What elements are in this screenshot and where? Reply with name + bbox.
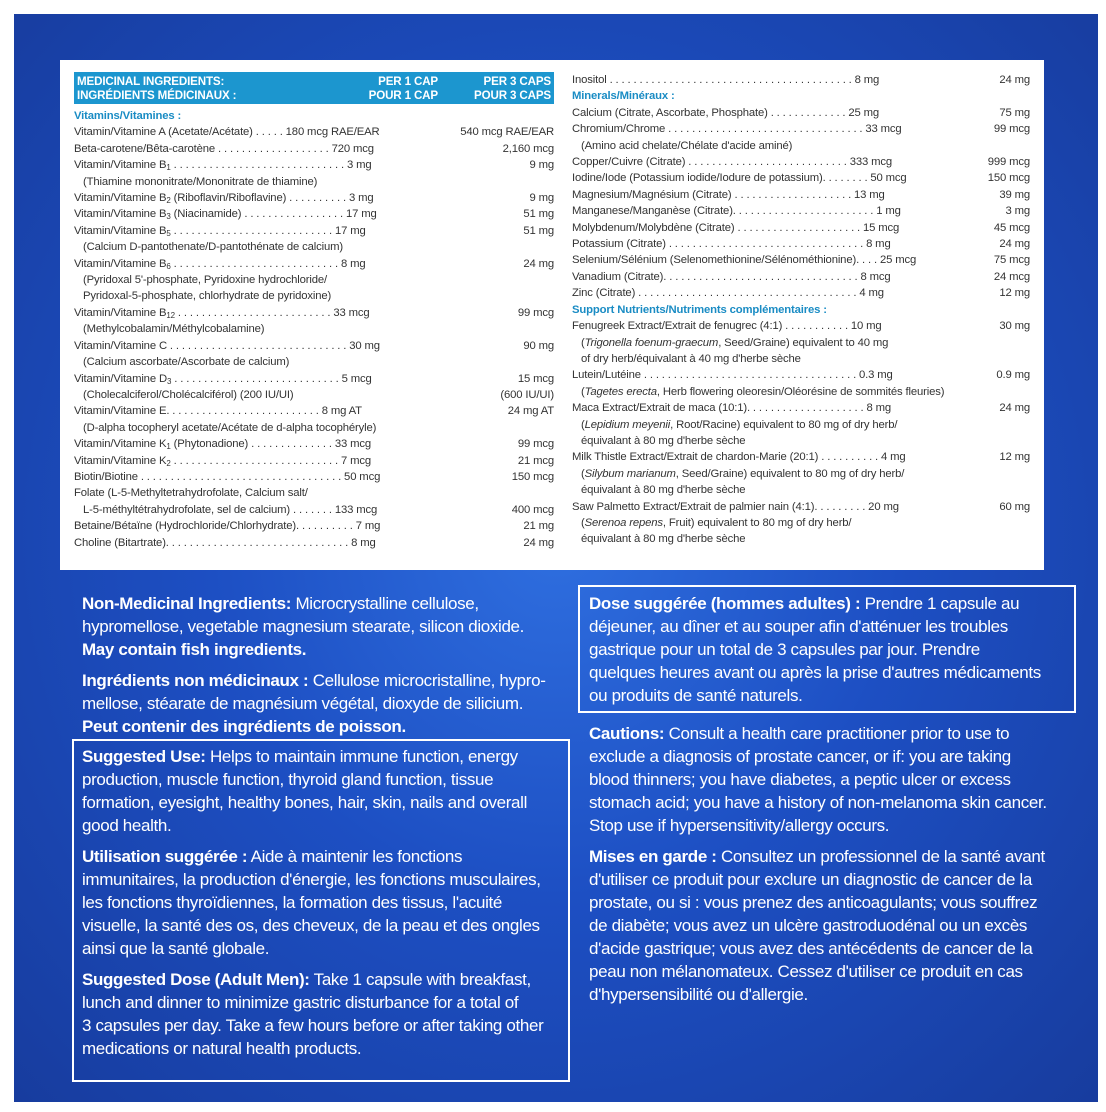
ingredient-text: [581, 335, 1030, 351]
ingredient-text: [581, 433, 1030, 449]
suggested-dose-en-line: medications or natural health products.: [82, 1039, 362, 1058]
amount-per-3-caps: 150 mcg: [511, 470, 554, 483]
amount-per-3-caps: 9 mg: [529, 159, 554, 172]
ingredient-text: [74, 206, 554, 222]
ingredient-paren: (: [581, 336, 585, 349]
ingredient-text: [572, 499, 1030, 515]
ingredient-amount: . . . . . . . . . . . . . . . . . . . . . . . . . . . . . 3 mg: [170, 159, 372, 172]
vitamin-subscript: 1: [166, 163, 171, 173]
mises-en-garde-line: peau non mélanomateux. Cessez d'utiliser ce produit en cas: [589, 962, 1023, 981]
ingredient-label: Potassium (Citrate) . . . . . . . . . . . . . . . . . . . . . . . . . . . . . . . . . 8 mg: [572, 238, 891, 251]
amount-per-3-caps: 9 mg: [529, 192, 554, 205]
ingredient-row: [572, 285, 1030, 301]
amount-per-3-caps: 24 mg: [999, 402, 1030, 415]
vitamin-subscript: 3: [166, 376, 172, 386]
section-heading: Support Nutrients/Nutriments complémentaires :: [572, 303, 827, 316]
mises-en-garde-line: d'utiliser ce produit pour exclure un diagnostic de cancer de la: [589, 870, 1032, 889]
dose-fr-line: Prendre 1 capsule au: [860, 594, 1020, 613]
ingredient-label: Selenium/Sélénium (Selenomethionine/Sélénométhionine). . . . 25 mcg: [572, 254, 917, 267]
suggested-use-fr-line: ainsi que la santé globale.: [82, 939, 270, 958]
ingredient-label: équivalant à 80 mg d'herbe sèche: [581, 533, 746, 546]
amount-per-3-caps: 15 mcg: [517, 372, 554, 385]
ingredient-detail: [74, 272, 554, 288]
ingredient-label: Saw Palmetto Extract/Extrait de palmier nain (4:1). . . . . . . . . 20 mg: [572, 500, 899, 513]
amount-per-3-caps: 21 mcg: [517, 454, 554, 467]
amount-per-3-caps: 99 mcg: [517, 306, 554, 319]
ingredient-detail: [74, 239, 554, 255]
ingredient-row: [74, 338, 554, 354]
suggested-use-en-line: formation, eyesight, healthy bones, hair, skin, nails and overall: [82, 793, 528, 812]
cautions-section: [589, 722, 1047, 1006]
botanical-name: Silybum marianum: [584, 467, 676, 480]
suggested-dose-en-line: Take 1 capsule with breakfast,: [309, 970, 531, 989]
ingredient-text: [83, 288, 554, 304]
ingredient-detail: [74, 387, 554, 403]
ingredient-text: [83, 502, 554, 518]
vitamin-subscript: 2: [166, 196, 171, 206]
ingredient-label: Inositol . . . . . . . . . . . . . . . . . . . . . . . . . . . . . . . . . . . . . . . . . 8 mg: [572, 74, 880, 86]
ingredient-rows-right: [572, 72, 1030, 548]
ingredient-detail: [74, 174, 554, 190]
ingredient-detail: [572, 531, 1030, 547]
cautions-line: exclude a diagnosis of prostate cancer, or if: you are taking: [589, 747, 1011, 766]
ingredient-text: [572, 203, 1030, 219]
non-medicinal-section: [82, 592, 546, 738]
dose-fr-title: Dose suggérée (hommes adultes) :: [589, 594, 861, 613]
ingredient-row: [572, 252, 1030, 268]
suggested-use-fr-line: les fonctions thyroïdiennes, la formation des tissus, l'acuité: [82, 893, 502, 912]
ingredient-label: Milk Thistle Extract/Extrait de chardon-Marie (20:1) . . . . . . . . . . 4 mg: [572, 451, 906, 464]
header-name-en: MEDICINAL INGREDIENTS:: [77, 75, 225, 88]
amount-per-3-caps: 2,160 mcg: [502, 142, 554, 155]
ingredient-label: (D-alpha tocopheryl acetate/Acétate de d-alpha tocophéryle): [83, 421, 377, 434]
ingredient-row: [572, 499, 1030, 515]
ingredient-text: [74, 436, 554, 452]
ingredient-text: [74, 157, 554, 173]
amount-per-3-caps: (600 IU/UI): [500, 388, 554, 401]
vitamin-subscript: 2: [166, 458, 171, 468]
non-medicinal-fr-line: Cellulose microcristalline, hypro-: [308, 671, 546, 690]
ingredient-amount: (Phytonadione) . . . . . . . . . . . . . . 33 mcg: [170, 438, 371, 451]
ingredient-label: Vitamin/Vitamine B: [74, 208, 167, 221]
ingredient-text: [74, 535, 554, 551]
ingredient-text: [83, 321, 554, 337]
ingredient-paren: (: [581, 385, 585, 398]
ingredient-text: [581, 417, 1030, 433]
ingredient-text: [572, 400, 1030, 416]
ingredient-text: [581, 531, 1030, 547]
ingredients-column-right: [572, 72, 1030, 548]
ingredient-detail: [572, 466, 1030, 482]
amount-per-3-caps: 90 mg: [523, 339, 554, 352]
amount-per-3-caps: 3 mg: [1005, 205, 1030, 218]
ingredient-amount: . . . . . . . . . . . . . . . . . . . . . . . . . . . 17 mg: [170, 224, 366, 237]
ingredient-row: [74, 206, 554, 222]
non-medicinal-fr-title: Ingrédients non médicinaux :: [82, 671, 309, 690]
amount-per-3-caps: 12 mg: [999, 451, 1030, 464]
mises-en-garde-line: de diabète; vous avez un ulcère gastroduodénal ou un excès: [589, 916, 1028, 935]
ingredient-text: [83, 354, 554, 370]
ingredient-text: [572, 285, 1030, 301]
dose-fr-line: ou produits de santé naturels.: [589, 686, 803, 705]
ingredient-label: , Seed/Graine) equivalent to 40 mg: [718, 336, 889, 349]
ingredient-label: Vitamin/Vitamine B: [74, 257, 167, 270]
amount-per-3-caps: 24 mg: [999, 74, 1030, 86]
suggested-use-fr-line: Aide à maintenir les fonctions: [247, 847, 463, 866]
ingredient-row: [572, 367, 1030, 383]
ingredient-amount: . . . . . . . . . . . . . . . . . . . . . . . . . . . . 8 mg: [170, 257, 366, 270]
ingredient-row: [572, 203, 1030, 219]
mises-en-garde-line: d'acide gastrique; vous avez des antécédents de cancer de la: [589, 939, 1033, 958]
ingredient-row: [572, 72, 1030, 88]
amount-per-3-caps: 24 mg: [999, 238, 1030, 251]
non-medicinal-en-title: Non-Medicinal Ingredients:: [82, 594, 292, 613]
ingredient-text: [581, 482, 1030, 498]
ingredient-text: [581, 466, 1030, 482]
amount-per-3-caps: 51 mg: [523, 224, 554, 237]
ingredient-text: [74, 469, 554, 485]
ingredient-row: [74, 371, 554, 387]
botanical-name: Lepidium meyenii: [584, 418, 671, 431]
ingredient-label: Vitamin/Vitamine B: [74, 159, 167, 172]
ingredient-label: , Herb flowering oleoresin/Oléorésine de sommités fleuries): [656, 385, 945, 398]
ingredients-column-left: [74, 72, 554, 551]
botanical-name: Trigonella foenum-graecum: [584, 336, 719, 349]
ingredient-label: Betaine/Bétaïne (Hydrochloride/Chlorhydrate). . . . . . . . . . 7 mg: [74, 520, 381, 533]
ingredient-label: Vitamin/Vitamine B: [74, 306, 167, 319]
ingredient-row: [572, 105, 1030, 121]
ingredient-detail: [74, 502, 554, 518]
suggested-use-fr-line: immunitaires, la production d'énergie, les fonctions musculaires,: [82, 870, 541, 889]
ingredient-row: [572, 220, 1030, 236]
suggested-dose-en-title: Suggested Dose (Adult Men):: [82, 970, 310, 989]
suggested-use-en-line: Helps to maintain immune function, energy: [205, 747, 518, 766]
amount-per-3-caps: 99 mcg: [517, 438, 554, 451]
header-name-fr: INGRÉDIENTS MÉDICINAUX :: [77, 89, 237, 102]
ingredient-text: [74, 371, 554, 387]
ingredient-label: L-5-méthyltétrahydrofolate, sel de calcium) . . . . . . . 133 mcg: [83, 503, 378, 516]
dose-fr-line: gastrique pour un total de 3 capsules par jour. Prendre: [589, 640, 980, 659]
ingredient-text: [74, 141, 554, 157]
ingredient-label: Biotin/Biotine . . . . . . . . . . . . . . . . . . . . . . . . . . . . . . . . . . 50 mcg: [74, 470, 381, 483]
ingredient-text: [572, 236, 1030, 252]
ingredient-label: Vanadium (Citrate). . . . . . . . . . . . . . . . . . . . . . . . . . . . . . . . . 8 mcg: [572, 270, 891, 283]
ingredient-row: [572, 170, 1030, 186]
ingredient-detail: [74, 288, 554, 304]
amount-per-3-caps: 75 mg: [999, 106, 1030, 119]
ingredient-detail: [74, 321, 554, 337]
ingredient-row: [572, 449, 1030, 465]
ingredient-row: [74, 453, 554, 469]
ingredient-row: [74, 535, 554, 551]
ingredient-text: [83, 272, 554, 288]
ingredient-text: [572, 449, 1030, 465]
ingredients-table-panel: [60, 60, 1044, 570]
ingredient-row: [74, 190, 554, 206]
ingredient-row: [74, 305, 554, 321]
ingredient-row: [74, 157, 554, 173]
ingredient-text: [581, 384, 1030, 400]
fish-warning-fr: Peut contenir des ingrédients de poisson.: [82, 717, 406, 736]
ingredient-paren: (: [581, 516, 585, 529]
ingredient-text: [74, 518, 554, 534]
ingredient-text: [572, 170, 1030, 186]
amount-per-3-caps: 24 mcg: [993, 270, 1030, 283]
section-heading: Vitamins/Vitamines :: [74, 110, 182, 122]
amount-per-3-caps: 150 mcg: [987, 172, 1030, 185]
suggested-use-fr-line: visuelle, la santé des os, des cheveux, de la peau et des ongles: [82, 916, 540, 935]
ingredient-label: Vitamin/Vitamine K: [74, 438, 167, 451]
cautions-title: Cautions:: [589, 724, 665, 743]
ingredient-amount: (Niacinamide) . . . . . . . . . . . . . . . . . 17 mg: [170, 208, 377, 221]
ingredient-text: [74, 305, 554, 321]
suggested-use-section: [82, 745, 543, 1060]
ingredient-text: [83, 239, 554, 255]
header-per1-fr: POUR 1 CAP: [368, 89, 438, 102]
ingredient-label: Fenugreek Extract/Extrait de fenugrec (4:1) . . . . . . . . . . . 10 mg: [572, 320, 882, 333]
ingredient-text: [74, 190, 554, 206]
ingredient-label: Maca Extract/Extrait de maca (10:1). . . . . . . . . . . . . . . . . . . . 8 mg: [572, 402, 891, 415]
ingredient-text: [572, 318, 1030, 334]
ingredient-text: [572, 367, 1030, 383]
ingredient-detail: [572, 138, 1030, 154]
dose-fr-line: déjeuner, au dîner et au souper afin d'atténuer les troubles: [589, 617, 1008, 636]
suggested-use-en-line: production, muscle function, thyroid gland function, tissue: [82, 770, 494, 789]
ingredient-row: [74, 518, 554, 534]
ingredient-detail: [572, 515, 1030, 531]
amount-per-3-caps: 30 mg: [999, 320, 1030, 333]
ingredient-label: (Calcium D-pantothenate/D-pantothénate de calcium): [83, 241, 344, 254]
ingredient-row: [572, 269, 1030, 285]
ingredient-row: [572, 121, 1030, 137]
section-heading: Minerals/Minéraux :: [572, 90, 675, 103]
non-medicinal-fr-line: mellose, stéarate de magnésium végétal, dioxyde de silicium.: [82, 694, 524, 713]
ingredient-text: [572, 220, 1030, 236]
ingredient-row: [572, 318, 1030, 334]
ingredient-label: (Amino acid chelate/Chélate d'acide aminé): [581, 139, 793, 152]
mises-en-garde-line: Consultez un professionnel de la santé avant: [716, 847, 1045, 866]
suggested-use-en-line: good health.: [82, 816, 172, 835]
ingredient-amount: . . . . . . . . . . . . . . . . . . . . . . . . . . . . 5 mcg: [171, 372, 372, 385]
ingredient-text: [83, 420, 554, 436]
ingredient-label: Molybdenum/Molybdène (Citrate) . . . . . . . . . . . . . . . . . . . . . 15 mcg: [572, 221, 900, 234]
cautions-line: blood thinners; you have diabetes, a peptic ulcer or excess: [589, 770, 1011, 789]
amount-per-3-caps: 60 mg: [999, 500, 1030, 513]
ingredient-row: [74, 256, 554, 272]
ingredient-label: équivalant à 80 mg d'herbe sèche: [581, 434, 746, 447]
ingredient-detail: [572, 384, 1030, 400]
amount-per-3-caps: 45 mcg: [993, 221, 1030, 234]
ingredient-detail: [572, 351, 1030, 367]
ingredient-label: Vitamin/Vitamine B: [74, 224, 167, 237]
ingredient-row: [572, 236, 1030, 252]
ingredient-text: [572, 269, 1030, 285]
ingredient-text: [74, 338, 554, 354]
mises-en-garde-line: prostate, ou si : vous prenez des anticoagulants; vous souffrez: [589, 893, 1038, 912]
ingredient-text: [74, 453, 554, 469]
dose-fr-line: quelques heures avant ou après la prise d'autres médicaments: [589, 663, 1041, 682]
ingredient-label: of dry herb/équivalant à 40 mg d'herbe sèche: [581, 352, 801, 365]
ingredient-label: Magnesium/Magnésium (Citrate) . . . . . . . . . . . . . . . . . . . . 13 mg: [572, 188, 885, 201]
ingredient-label: Chromium/Chrome . . . . . . . . . . . . . . . . . . . . . . . . . . . . . . . . . 33 mcg: [572, 123, 902, 136]
cautions-line: Stop use if hypersensitivity/allergy occurs.: [589, 816, 890, 835]
ingredient-label: , Root/Racine) equivalent to 80 mg of dry herb/: [670, 418, 898, 431]
ingredient-paren: (: [581, 418, 585, 431]
ingredient-label: Calcium (Citrate, Ascorbate, Phosphate) . . . . . . . . . . . . . 25 mg: [572, 106, 880, 119]
amount-per-3-caps: 39 mg: [999, 188, 1030, 201]
botanical-name: Serenoa repens: [584, 516, 663, 529]
ingredient-detail: [74, 354, 554, 370]
ingredient-text: [572, 154, 1030, 170]
amount-per-3-caps: 51 mg: [523, 208, 554, 221]
ingredient-row: [74, 469, 554, 485]
suggested-dose-en-line: lunch and dinner to minimize gastric disturbance for a total of: [82, 993, 519, 1012]
ingredient-row: [74, 403, 554, 419]
header-per1-en: PER 1 CAP: [378, 75, 438, 88]
ingredient-text: [83, 174, 554, 190]
ingredient-text: [572, 121, 1030, 137]
ingredient-text: [581, 515, 1030, 531]
ingredient-row: [572, 187, 1030, 203]
ingredient-text: [74, 403, 554, 419]
ingredient-label: (Pyridoxal 5'-phosphate, Pyridoxine hydrochloride/: [83, 274, 327, 287]
non-medicinal-en-line: Microcrystalline cellulose,: [291, 594, 479, 613]
amount-per-3-caps: 99 mcg: [993, 123, 1030, 136]
ingredient-row: [74, 124, 554, 140]
ingredient-row: [572, 400, 1030, 416]
amount-per-3-caps: 24 mg: [523, 257, 554, 270]
amount-per-3-caps: 24 mg: [523, 536, 554, 549]
table-header: [74, 72, 554, 104]
ingredient-label: Vitamin/Vitamine C . . . . . . . . . . . . . . . . . . . . . . . . . . . . . . 30 mg: [74, 339, 380, 352]
amount-per-3-caps: 75 mcg: [993, 254, 1030, 267]
ingredient-amount: . . . . . . . . . . . . . . . . . . . . . . . . . . . . 7 mcg: [170, 454, 372, 467]
vitamin-subscript: 12: [166, 310, 175, 320]
ingredient-label: Pyridoxal-5-phosphate, chlorhydrate de pyridoxine): [83, 290, 332, 303]
ingredient-label: (Methylcobalamin/Méthylcobalamine): [83, 323, 265, 336]
ingredient-detail: [572, 335, 1030, 351]
amount-per-3-caps: 540 mcg RAE/EAR: [460, 126, 554, 139]
vitamin-subscript: 6: [166, 261, 171, 271]
fish-warning-en: May contain fish ingredients.: [82, 640, 307, 659]
ingredient-amount: (Riboflavin/Riboflavine) . . . . . . . . . . 3 mg: [170, 192, 374, 205]
ingredient-label: Vitamin/Vitamine B: [74, 192, 167, 205]
mises-en-garde-line: d'hypersensibilité ou d'allergie.: [589, 985, 808, 1004]
suggested-use-en-title: Suggested Use:: [82, 747, 206, 766]
ingredient-row: [74, 141, 554, 157]
ingredient-text: [74, 256, 554, 272]
suggested-use-fr-title: Utilisation suggérée :: [82, 847, 248, 866]
ingredient-text: [572, 187, 1030, 203]
ingredient-paren: (: [581, 467, 585, 480]
ingredient-text: [572, 252, 1030, 268]
amount-per-3-caps: 12 mg: [999, 287, 1030, 300]
ingredient-label: Zinc (Citrate) . . . . . . . . . . . . . . . . . . . . . . . . . . . . . . . . . . . . . 4 mg: [572, 287, 884, 300]
ingredient-text: [74, 223, 554, 239]
ingredient-row: [572, 154, 1030, 170]
ingredient-detail: [572, 482, 1030, 498]
ingredient-amount: . . . . . . . . . . . . . . . . . . . . . . . . . . 33 mcg: [174, 306, 370, 319]
ingredient-detail: [74, 420, 554, 436]
ingredient-detail: [572, 417, 1030, 433]
ingredient-label: Choline (Bitartrate). . . . . . . . . . . . . . . . . . . . . . . . . . . . . . . 8 mg: [74, 536, 376, 549]
botanical-name: Tagetes erecta: [584, 385, 657, 398]
ingredient-label: Vitamin/Vitamine E. . . . . . . . . . . . . . . . . . . . . . . . . . 8 mg AT: [74, 405, 362, 418]
vitamin-subscript: 5: [166, 228, 171, 238]
ingredient-text: [83, 387, 554, 403]
ingredient-label: , Seed/Graine) equivalent to 80 mg of dry herb/: [675, 467, 905, 480]
amount-per-3-caps: 21 mg: [523, 520, 554, 533]
ingredient-label: Vitamin/Vitamine A (Acetate/Acétate) . . . . . 180 mcg RAE/EAR: [74, 126, 380, 139]
ingredient-label: Vitamin/Vitamine D: [74, 372, 167, 385]
amount-per-3-caps: 0.9 mg: [996, 369, 1030, 382]
ingredient-label: Lutein/Lutéine . . . . . . . . . . . . . . . . . . . . . . . . . . . . . . . . . . . . 0.3 mg: [572, 369, 893, 382]
ingredient-label: , Fruit) equivalent to 80 mg of dry herb/: [662, 516, 852, 529]
amount-per-3-caps: 999 mcg: [987, 156, 1030, 169]
ingredient-text: [74, 485, 554, 501]
vitamin-subscript: 3: [166, 212, 171, 222]
ingredient-text: [572, 72, 1030, 88]
ingredient-row: [74, 223, 554, 239]
non-medicinal-en-line: hypromellose, vegetable magnesium stearate, silicon dioxide.: [82, 617, 525, 636]
ingredient-row: [74, 436, 554, 452]
ingredient-rows-left: [74, 108, 554, 551]
ingredient-label: (Cholecalciferol/Cholécalciférol) (200 IU/UI): [83, 388, 294, 401]
ingredient-label: (Thiamine mononitrate/Mononitrate de thiamine): [83, 175, 318, 188]
mises-en-garde-title: Mises en garde :: [589, 847, 717, 866]
cautions-line: Consult a health care practitioner prior to use to: [664, 724, 1010, 743]
ingredient-row: [74, 485, 554, 501]
cautions-line: stomach acid; you have a history of non-melanoma skin cancer.: [589, 793, 1047, 812]
dose-fr-section: [589, 592, 1041, 707]
ingredient-label: Beta-carotene/Bêta-carotène . . . . . . . . . . . . . . . . . . . 720 mcg: [74, 142, 374, 155]
ingredient-text: [581, 138, 1030, 154]
suggested-dose-en-line: 3 capsules per day. Take a few hours before or after taking other: [82, 1016, 544, 1035]
header-per3-en: PER 3 CAPS: [483, 75, 551, 88]
header-per3-fr: POUR 3 CAPS: [474, 89, 551, 102]
vitamin-subscript: 1: [166, 442, 171, 452]
ingredient-detail: [572, 433, 1030, 449]
ingredient-label: Iodine/Iode (Potassium iodide/Iodure de potassium). . . . . . . . 50 mcg: [572, 172, 907, 185]
ingredient-label: équivalant à 80 mg d'herbe sèche: [581, 484, 746, 497]
ingredient-label: Copper/Cuivre (Citrate) . . . . . . . . . . . . . . . . . . . . . . . . . . . 333 mcg: [572, 156, 892, 169]
ingredient-text: [572, 105, 1030, 121]
ingredient-label: Manganese/Manganèse (Citrate). . . . . . . . . . . . . . . . . . . . . . . . 1 mg: [572, 205, 901, 218]
amount-per-3-caps: 24 mg AT: [507, 405, 554, 418]
ingredient-text: [581, 351, 1030, 367]
amount-per-3-caps: 400 mcg: [511, 503, 554, 516]
ingredient-label: Vitamin/Vitamine K: [74, 454, 167, 467]
ingredient-label: (Calcium ascorbate/Ascorbate de calcium): [83, 356, 290, 369]
ingredient-label: Folate (L-5-Methyltetrahydrofolate, Calcium salt/: [74, 487, 308, 500]
